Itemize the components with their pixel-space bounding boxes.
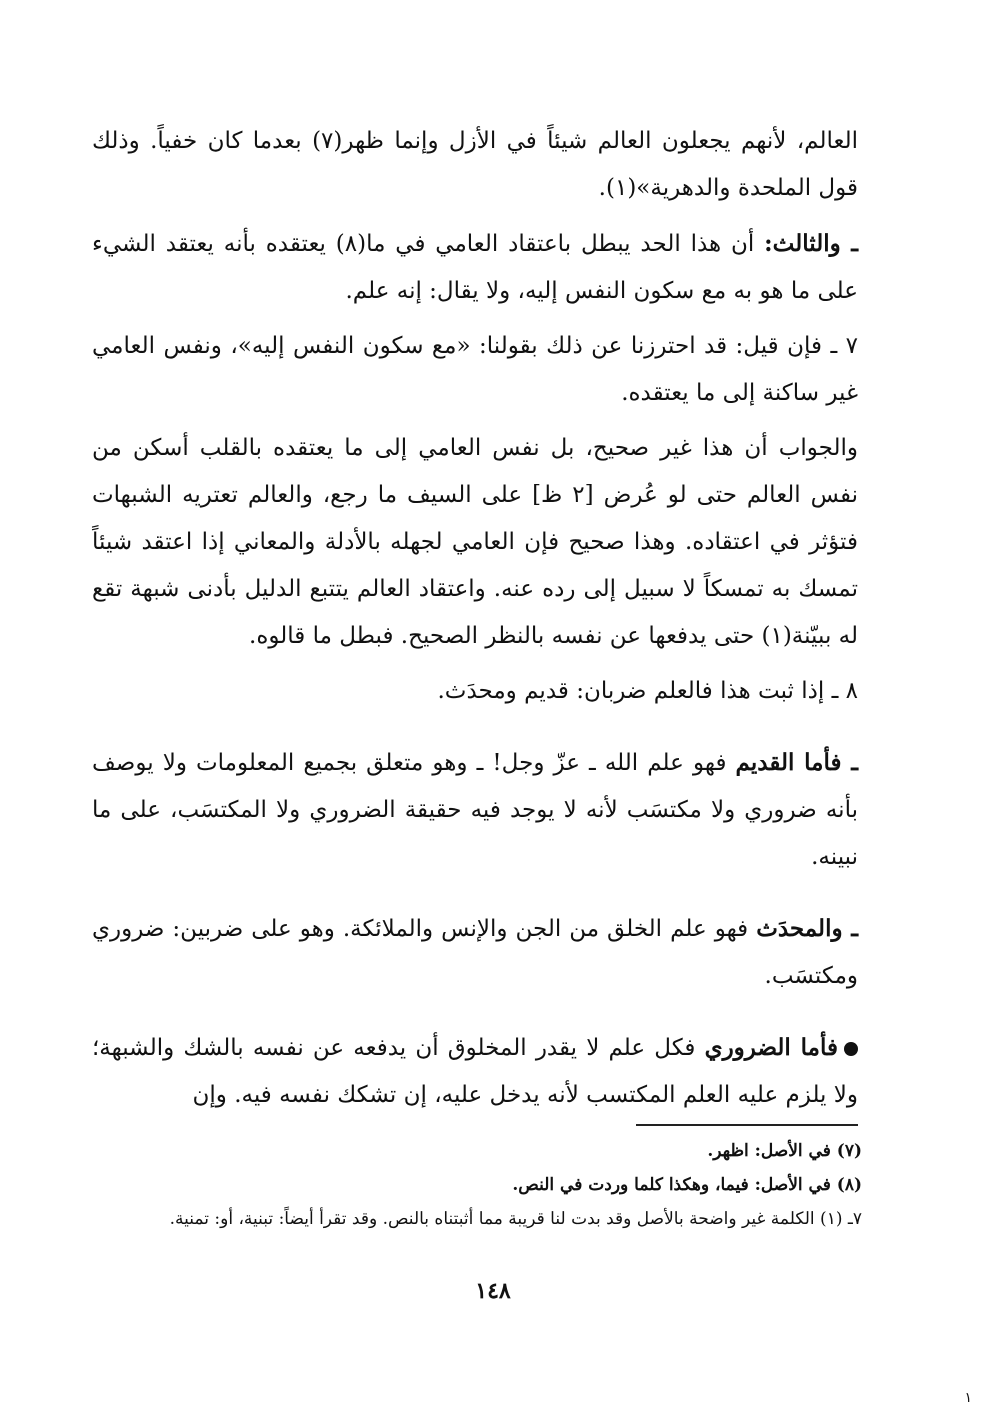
paragraph-2 [92,220,858,315]
paragraph-1-text: العالم، لأنهم يجعلون العالم شيئاً في الأزل وإنما ظهر(٧) بعدما كان خفياً. وذلك قول الملحدة والدهرية»(١). [92,128,858,201]
paragraph-1 [92,118,858,212]
paragraph-5 [92,668,858,715]
paragraph-3 [92,323,858,417]
paragraph-6-lead: ـ فأما القديم [735,749,858,776]
paragraph-3-text: ٧ ـ فإن قيل: قد احترزنا عن ذلك بقولنا: «مع سكون النفس إليه»، ونفس العامي غير ساكنة إلى ما يعتقده. [92,333,858,406]
paragraph-7 [92,905,858,1000]
paragraph-7-text: فهو علم الخلق من الجن والإنس والملائكة. وهو على ضربين: ضروري ومكتسَب. [92,916,858,989]
paragraph-5-text: ٨ ـ إذا ثبت هذا فالعلم ضربان: قديم ومحدَث. [437,678,858,704]
paragraph-2-lead: ـ والثالث: [764,230,858,257]
paragraph-4 [92,425,858,660]
footnote-divider [636,1124,858,1126]
paragraph-4-text: والجواب أن هذا غير صحيح، بل نفس العامي إلى ما يعتقده بالقلب أسكن من نفس العالم حتى لو عُرض [٢ ظ] على السيف ما رجع، والعالم تعتريه الشبهات فتؤثر في اعتقاده. وهذا صحيح فإن العامي لجهله بالأدلة والمعاني إذا اعتقد شيئاً تمسك به تمسكاً لا سبيل إلى رده عنه. واعتقاد العالم يتتبع الدليل بأدنى شبهة تقع له ببيّنة(١) حتى يدفعها عن نفسه بالنظر الصحيح. فبطل ما قالوه. [92,435,858,649]
paragraph-2-text: أن هذا الحد يبطل باعتقاد العامي في ما(٨) يعتقده بأنه يعتقد الشيء على ما هو به مع سكون النفس إليه، ولا يقال: إنه علم. [92,231,858,304]
paragraph-8-lead: فأما الضروري [704,1034,838,1061]
bullet-icon [844,1042,858,1056]
paragraph-6-text: فهو علم الله ـ عزّ وجل! ـ وهو متعلق بجميع المعلومات ولا يوصف بأنه ضروري ولا مكتسَب لأنه لا يوجد فيه حقيقة الضروري ولا المكتسَب، على ما نبينه. [92,750,858,870]
main-text [92,118,858,1127]
footnotes [92,1134,862,1236]
paragraph-8-text: فكل علم لا يقدر المخلوق أن يدفعه عن نفسه بالشك والشبهة؛ ولا يلزم عليه العلم المكتسب لأنه يدخل عليه، إن تشكك نفسه فيه. وإن [92,1035,858,1108]
corner-mark: ١ [964,1390,972,1406]
footnote-2: (٨) في الأصل: فيما، وهكذا كلما وردت في النص. [512,1175,862,1195]
footnote-3: ٧ـ (١) الكلمة غير واضحة بالأصل وقد بدت لنا قريبة مما أثبتناه بالنص. وقد تقرأ أيضاً: تبنية، أو: تمنية. [169,1209,862,1229]
page-number: ١٤٨ [475,1278,511,1304]
paragraph-6 [92,739,858,881]
paragraph-7-lead: ـ والمحدَث [756,915,858,942]
footnote-1: (٧) في الأصل: اظهر. [707,1141,862,1161]
paragraph-8 [92,1024,858,1119]
